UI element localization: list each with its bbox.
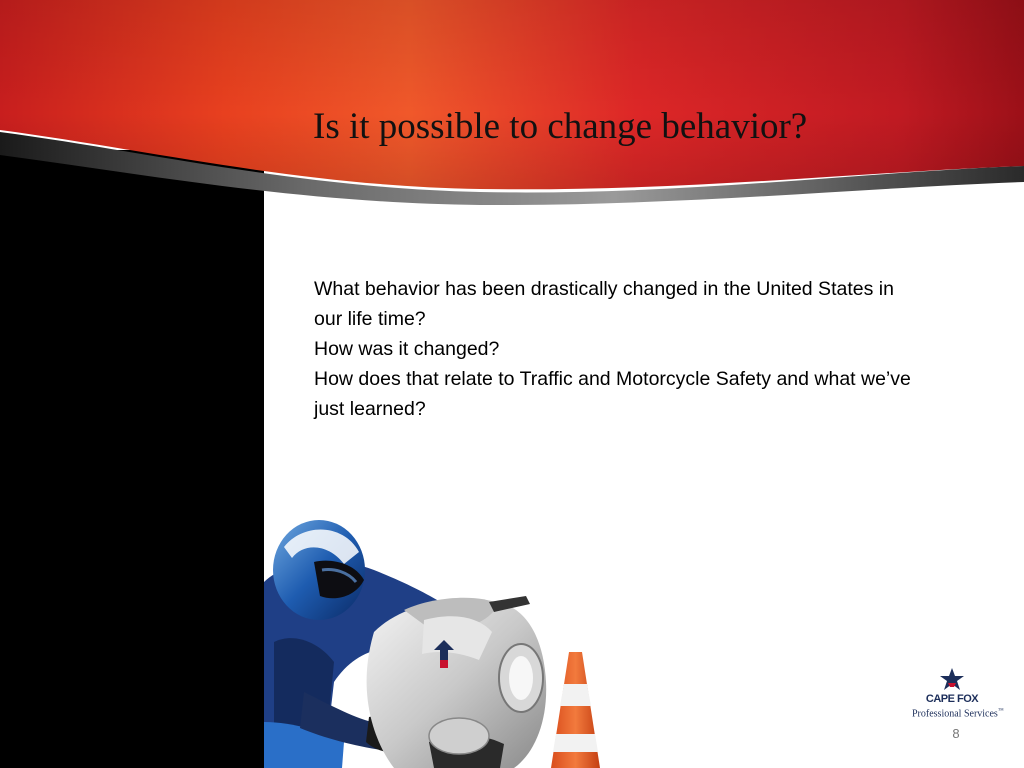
logo-brand: CAPE FOX	[925, 693, 979, 705]
star-icon	[940, 668, 964, 690]
traffic-cone	[551, 652, 600, 768]
body-line: How does that relate to Traffic and Motorcycle Safety and what we’ve just learned?	[314, 368, 911, 420]
left-black-panel	[0, 150, 264, 768]
rider-helmet	[273, 520, 365, 620]
cape-fox-logo	[912, 668, 1004, 728]
slide-title: Is it possible to change behavior?	[313, 106, 808, 147]
logo-subtitle	[912, 705, 1004, 720]
page-number: 8	[952, 726, 960, 741]
body-line: How was it changed?	[314, 338, 500, 360]
logo-subtitle-text: Professional Services	[912, 708, 998, 720]
body-line: What behavior has been drastically changed in the United States in our life time?	[314, 278, 894, 330]
trademark-mark: ™	[997, 708, 1004, 714]
header-banner	[0, 0, 1024, 205]
motorcycle-rider-image	[264, 492, 604, 768]
motorcycle	[367, 596, 547, 768]
slide-body	[314, 274, 914, 424]
